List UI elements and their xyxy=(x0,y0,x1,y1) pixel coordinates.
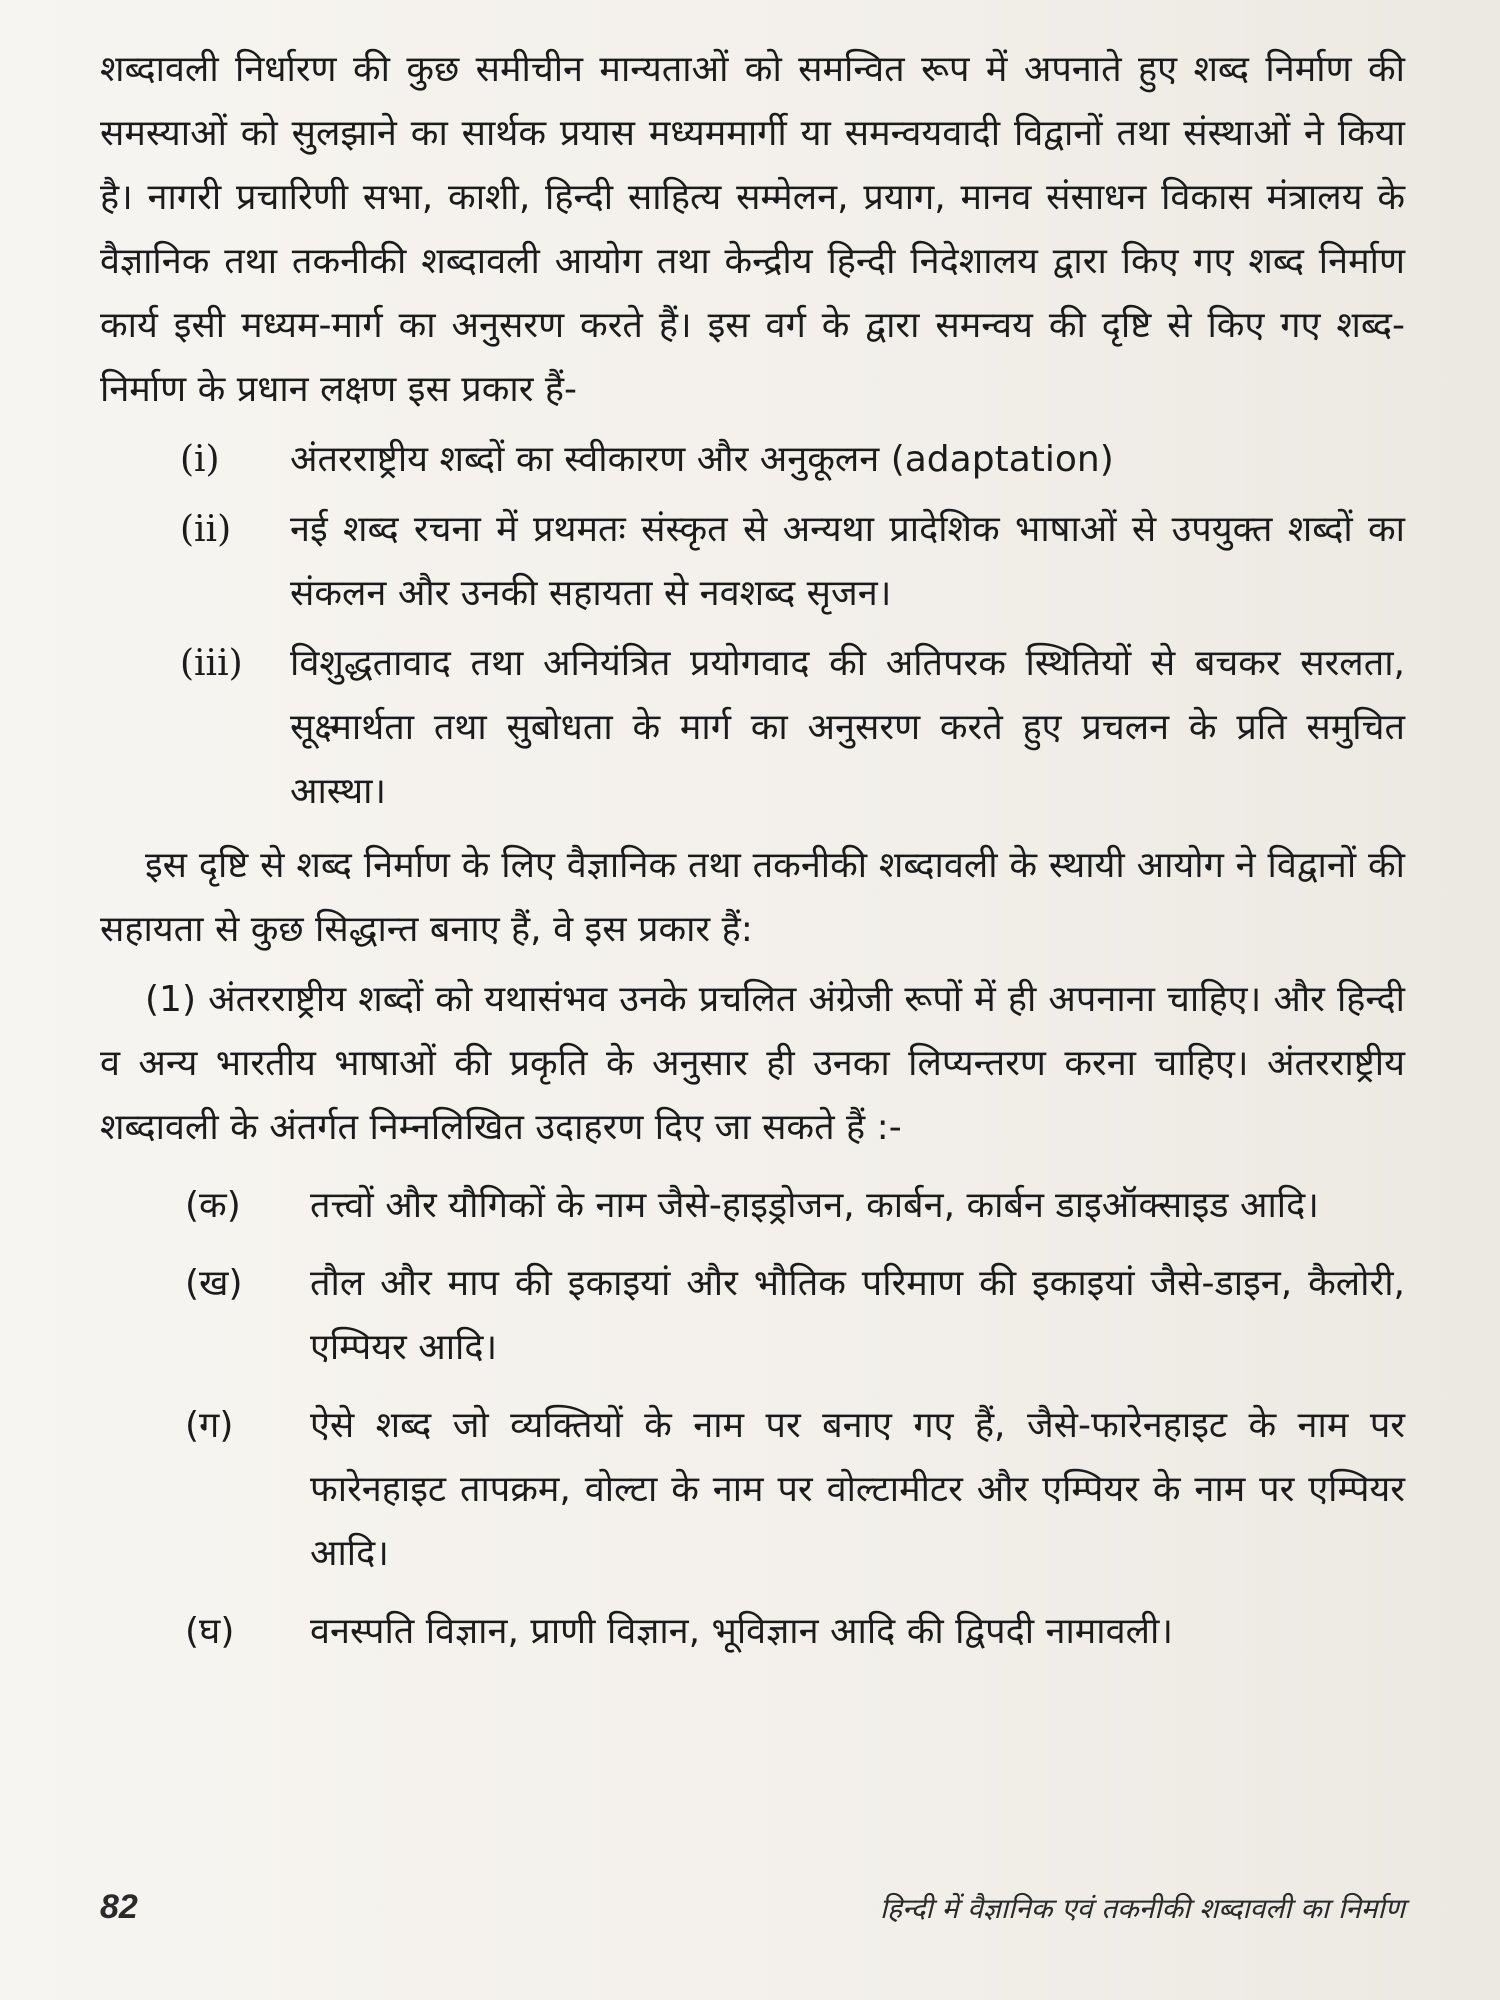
alpha-item-text: ऐसे शब्द जो व्यक्तियों के नाम पर बनाए गए हैं, जैसे-फारेनहाइट के नाम पर फारेनहाइट तापक्रम, वोल्टा के नाम पर वोल्टामीटर और एम्पियर के नाम पर एम्पियर आदि। xyxy=(310,1405,1405,1574)
intro-paragraph: शब्दावली निर्धारण की कुछ समीचीन मान्यताओं को समन्वित रूप में अपनाते हुए शब्द निर्माण की समस्याओं को सुलझाने का सार्थक प्रयास मध्यममार्गी या समन्वयवादी विद्वानों तथा संस्थाओं ने किया है। नागरी प्रचारिणी सभा, काशी, हिन्दी साहित्य सम्मेलन, प्रयाग, मानव संसाधन विकास मंत्रालय के वैज्ञानिक तथा तकनीकी शब्दावली आयोग तथा केन्द्रीय हिन्दी निदेशालय द्वारा किए गए शब्द निर्माण कार्य इसी मध्यम-मार्ग का अनुसरण करते हैं। इस वर्ग के द्वारा समन्वय की दृष्टि से किए गए शब्द-निर्माण के प्रधान लक्षण इस प्रकार हैं- xyxy=(100,49,1405,410)
alpha-item-label: (ख) xyxy=(185,1263,243,1304)
roman-item-text: अंतरराष्ट्रीय शब्दों का स्वीकारण और अनुकूलन (adaptation) xyxy=(290,439,1114,480)
alpha-item-label: (क) xyxy=(185,1185,241,1226)
alpha-list-item xyxy=(100,1252,1405,1380)
roman-item-label: (ii) xyxy=(180,509,232,550)
principle-one-paragraph: (1) अंतरराष्ट्रीय शब्दों को यथासंभव उनके प्रचलित अंग्रेजी रूपों में ही अपनाना चाहिए। और हिन्दी व अन्य भारतीय भाषाओं की प्रकृति के अनुसार ही उनका लिप्यन्तरण करना चाहिए। अंतरराष्ट्रीय शब्दावली के अंतर्गत निम्नलिखित उदाहरण दिए जा सकते हैं :- xyxy=(100,979,1405,1148)
roman-list-item xyxy=(100,428,1405,492)
alpha-item-label: (ग) xyxy=(185,1405,234,1446)
alpha-list-item xyxy=(100,1174,1405,1238)
roman-item-label: (iii) xyxy=(180,643,243,684)
alpha-item-text: वनस्पति विज्ञान, प्राणी विज्ञान, भूविज्ञान आदि की द्विपदी नामावली। xyxy=(310,1611,1174,1652)
roman-item-text: विशुद्धतावाद तथा अनियंत्रित प्रयोगवाद की अतिपरक स्थितियों से बचकर सरलता, सूक्ष्मार्थता तथा सुबोधता के मार्ग का अनुसरण करते हुए प्रचलन के प्रति समुचित आस्था। xyxy=(290,643,1405,812)
roman-list-item xyxy=(100,632,1405,824)
commission-paragraph: इस दृष्टि से शब्द निर्माण के लिए वैज्ञानिक तथा तकनीकी शब्दावली के स्थायी आयोग ने विद्वानों की सहायता से कुछ सिद्धान्त बनाए हैं, वे इस प्रकार हैं: xyxy=(100,845,1405,950)
alpha-item-text: तौल और माप की इकाइयां और भौतिक परिमाण की इकाइयां जैसे-डाइन, कैलोरी, एम्पियर आदि। xyxy=(310,1263,1405,1368)
roman-item-label: (i) xyxy=(180,439,220,480)
roman-list-item xyxy=(100,498,1405,626)
alpha-item-label: (घ) xyxy=(185,1611,235,1652)
page-body xyxy=(100,38,1405,1664)
roman-item-text: नई शब्द रचना में प्रथमतः संस्कृत से अन्यथा प्रादेशिक भाषाओं से उपयुक्त शब्दों का संकलन और उनकी सहायता से नवशब्द सृजन। xyxy=(290,509,1405,614)
running-title: हिन्दी में वैज्ञानिक एवं तकनीकी शब्दावली का निर्माण xyxy=(879,1892,1405,1925)
alpha-list-item xyxy=(100,1600,1405,1664)
page-number: 82 xyxy=(100,1888,138,1926)
page-footer xyxy=(100,1888,1405,1927)
alpha-item-text: तत्त्वों और यौगिकों के नाम जैसे-हाइड्रोजन, कार्बन, कार्बन डाइऑक्साइड आदि। xyxy=(310,1185,1319,1226)
alpha-list-item xyxy=(100,1394,1405,1586)
